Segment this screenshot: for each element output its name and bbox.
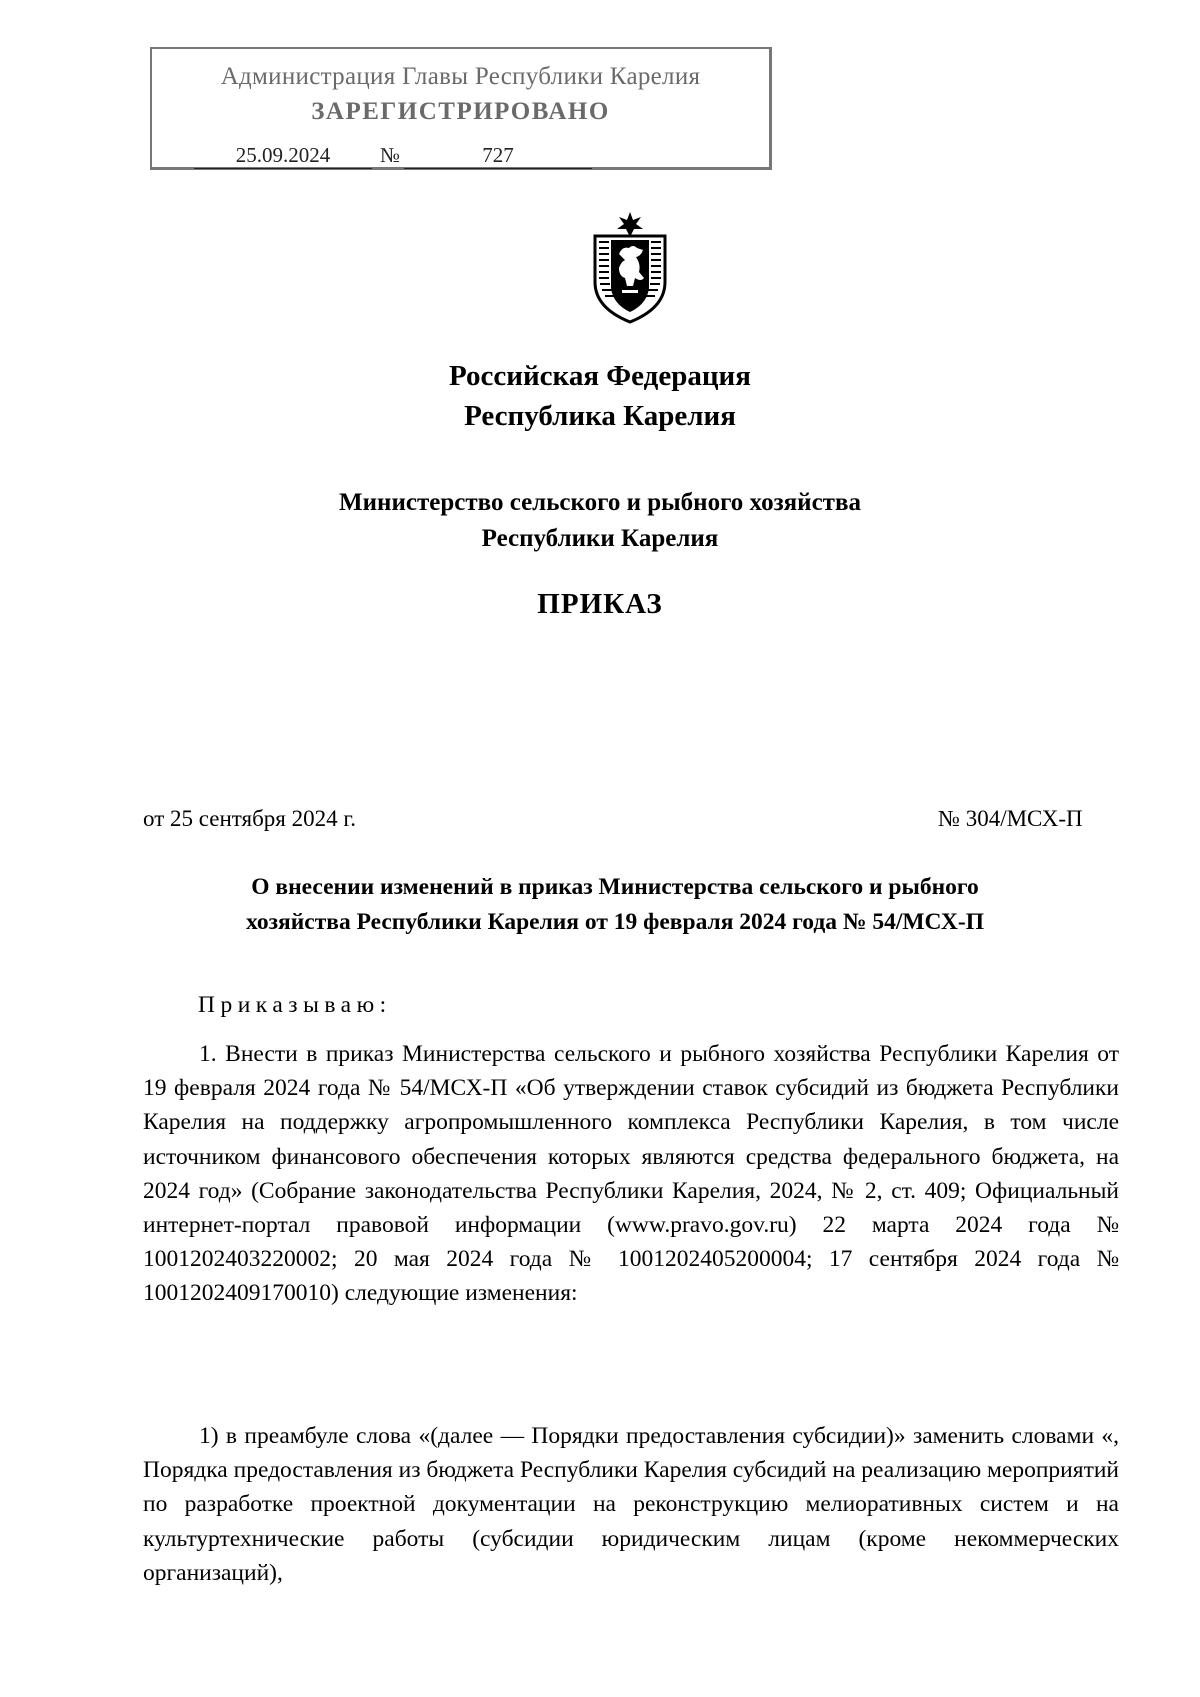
stamp-number-sign: №: [380, 143, 401, 167]
stamp-status: ЗАРЕГИСТРИРОВАНО: [311, 98, 610, 125]
paragraph-2: 1) в преамбуле слова «(далее — Порядки предоставления субсидии)» заменить словами «, Порядка предоставления из бюджета Республики Карелия субсидий на реализацию мероприятий по разработке проектной документации на реконструкцию мелиоративных систем и на культуртехнические работы (субсидии юридическим лицам (кроме некоммерческих организаций),: [143, 1423, 1119, 1586]
order-number: № 304/МСХ-П: [938, 806, 1083, 831]
stamp-date: 25.09.2024: [194, 143, 372, 169]
ministry-name-line1: Министерство сельского и рыбного хозяйства: [339, 489, 861, 516]
subject-line1: О внесении изменений в приказ Министерства сельского и рыбного: [251, 874, 979, 900]
order-date: от 25 сентября 2024 г.: [143, 806, 356, 831]
karelia-coat-of-arms-icon: [589, 212, 671, 324]
document-type: ПРИКАЗ: [537, 588, 663, 620]
orders-word: Приказываю:: [198, 992, 392, 1018]
stamp-number: 727: [404, 143, 592, 169]
registration-stamp: [150, 47, 772, 170]
ministry-header: [0, 485, 1200, 557]
stamp-organization: Администрация Главы Республики Карелия: [220, 63, 701, 90]
country-name: Российская Федерация: [449, 360, 751, 392]
region-name: Республика Карелия: [464, 400, 736, 432]
order-subject: [150, 870, 1080, 940]
subject-line2: хозяйства Республики Карелия от 19 февраля 2024 года № 54/МСХ-П: [245, 909, 984, 935]
paragraph-1: 1. Внести в приказ Министерства сельского и рыбного хозяйства Республики Карелия от 19 февраля 2024 года № 54/МСХ-П «Об утверждении ставок субсидий из бюджета Республики Карелия на поддержку агропромышленного комплекса Республики Карелия, в том числе источником финансового обеспечения которых являются средства федерального бюджета, на 2024 год» (Собрание законодательства Республики Карелия, 2024, № 2, ст. 409; Официальный интернет-портал правовой информации (www.pravo.gov.ru) 22 марта 2024 года № 1001202403220002; 20 мая 2024 года № 1001202405200004; 17 сентября 2024 года № 1001202409170010) следующие изменения:: [143, 1041, 1119, 1307]
country-header: [0, 356, 1200, 436]
ministry-name-line2: Республики Карелия: [481, 525, 719, 552]
